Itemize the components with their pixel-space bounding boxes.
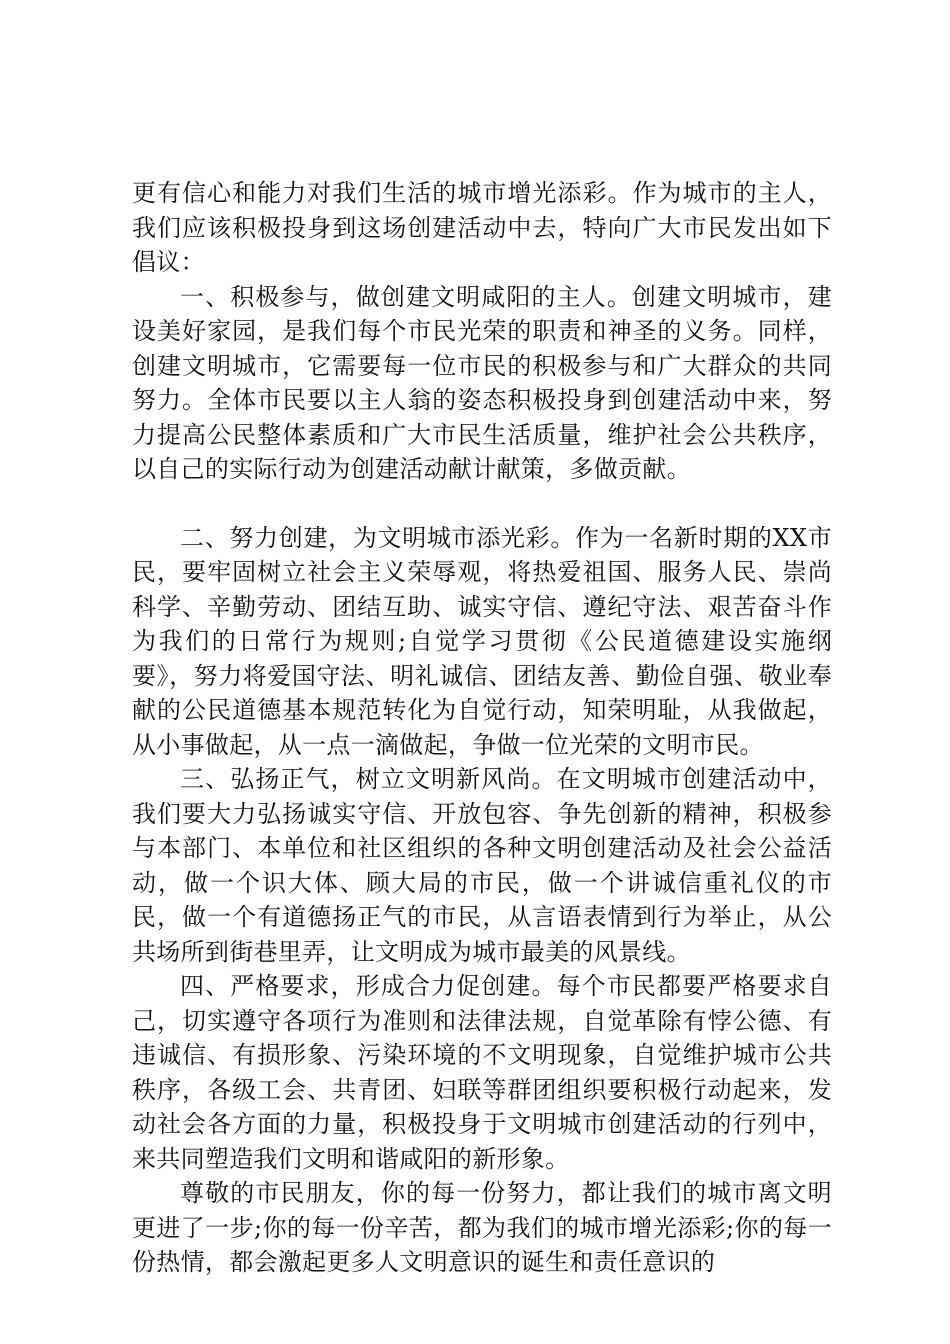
paragraph-proposal-1: 一、积极参与，做创建文明咸阳的主人。创建文明城市，建设美好家园，是我们每个市民光荣的职责和神圣的义务。同样，创建文明城市，它需要每一位市民的积极参与和广大群众的共同努力。全体市民要以主人翁的姿态积极投身到创建活动中来，努力提高公民整体素质和广大市民生活质量，维护社会公共秩序，以自己的实际行动为创建活动献计献策，多做贡献。 <box>132 282 832 483</box>
paragraph-closing: 尊敬的市民朋友，你的每一份努力，都让我们的城市离文明更进了一步;你的每一份辛苦，都为我们的城市增光添彩;你的每一份热情，都会激起更多人文明意识的诞生和责任意识的 <box>132 1179 832 1276</box>
paragraph-proposal-3: 三、弘扬正气，树立文明新风尚。在文明城市创建活动中，我们要大力弘扬诚实守信、开放包容、争先创新的精神，积极参与本部门、本单位和社区组织的各种文明创建活动及社会公益活动，做一个识大体、顾大局的市民，做一个讲诚信重礼仪的市民，做一个有道德扬正气的市民，从言语表情到行为举止，从公共场所到街巷里弄，让文明成为城市最美的风景线。 <box>132 765 832 966</box>
paragraph-intro: 更有信心和能力对我们生活的城市增光添彩。作为城市的主人，我们应该积极投身到这场创建活动中去，特向广大市民发出如下倡议： <box>132 179 832 276</box>
paragraph-proposal-2: 二、努力创建，为文明城市添光彩。作为一名新时期的XX市民，要牢固树立社会主义荣辱观，将热爱祖国、服务人民、崇尚科学、辛勤劳动、团结互助、诚实守信、遵纪守法、艰苦奋斗作为我们的日常行为规则;自觉学习贯彻《公民道德建设实施纲要》，努力将爱国守法、明礼诚信、团结友善、勤俭自强、敬业奉献的公民道德基本规范转化为自觉行动，知荣明耻，从我做起，从小事做起，从一点一滴做起，争做一位光荣的文明市民。 <box>132 523 832 759</box>
paragraph-proposal-4: 四、严格要求，形成合力促创建。每个市民都要严格要求自己，切实遵守各项行为准则和法律法规，自觉革除有悖公德、有违诚信、有损形象、污染环境的不文明现象，自觉维护城市公共秩序，各级工会、共青团、妇联等群团组织要积极行动起来，发动社会各方面的力量，积极投身于文明城市创建活动的行列中，来共同塑造我们文明和谐咸阳的新形象。 <box>132 972 832 1173</box>
document-body <box>132 176 832 1280</box>
